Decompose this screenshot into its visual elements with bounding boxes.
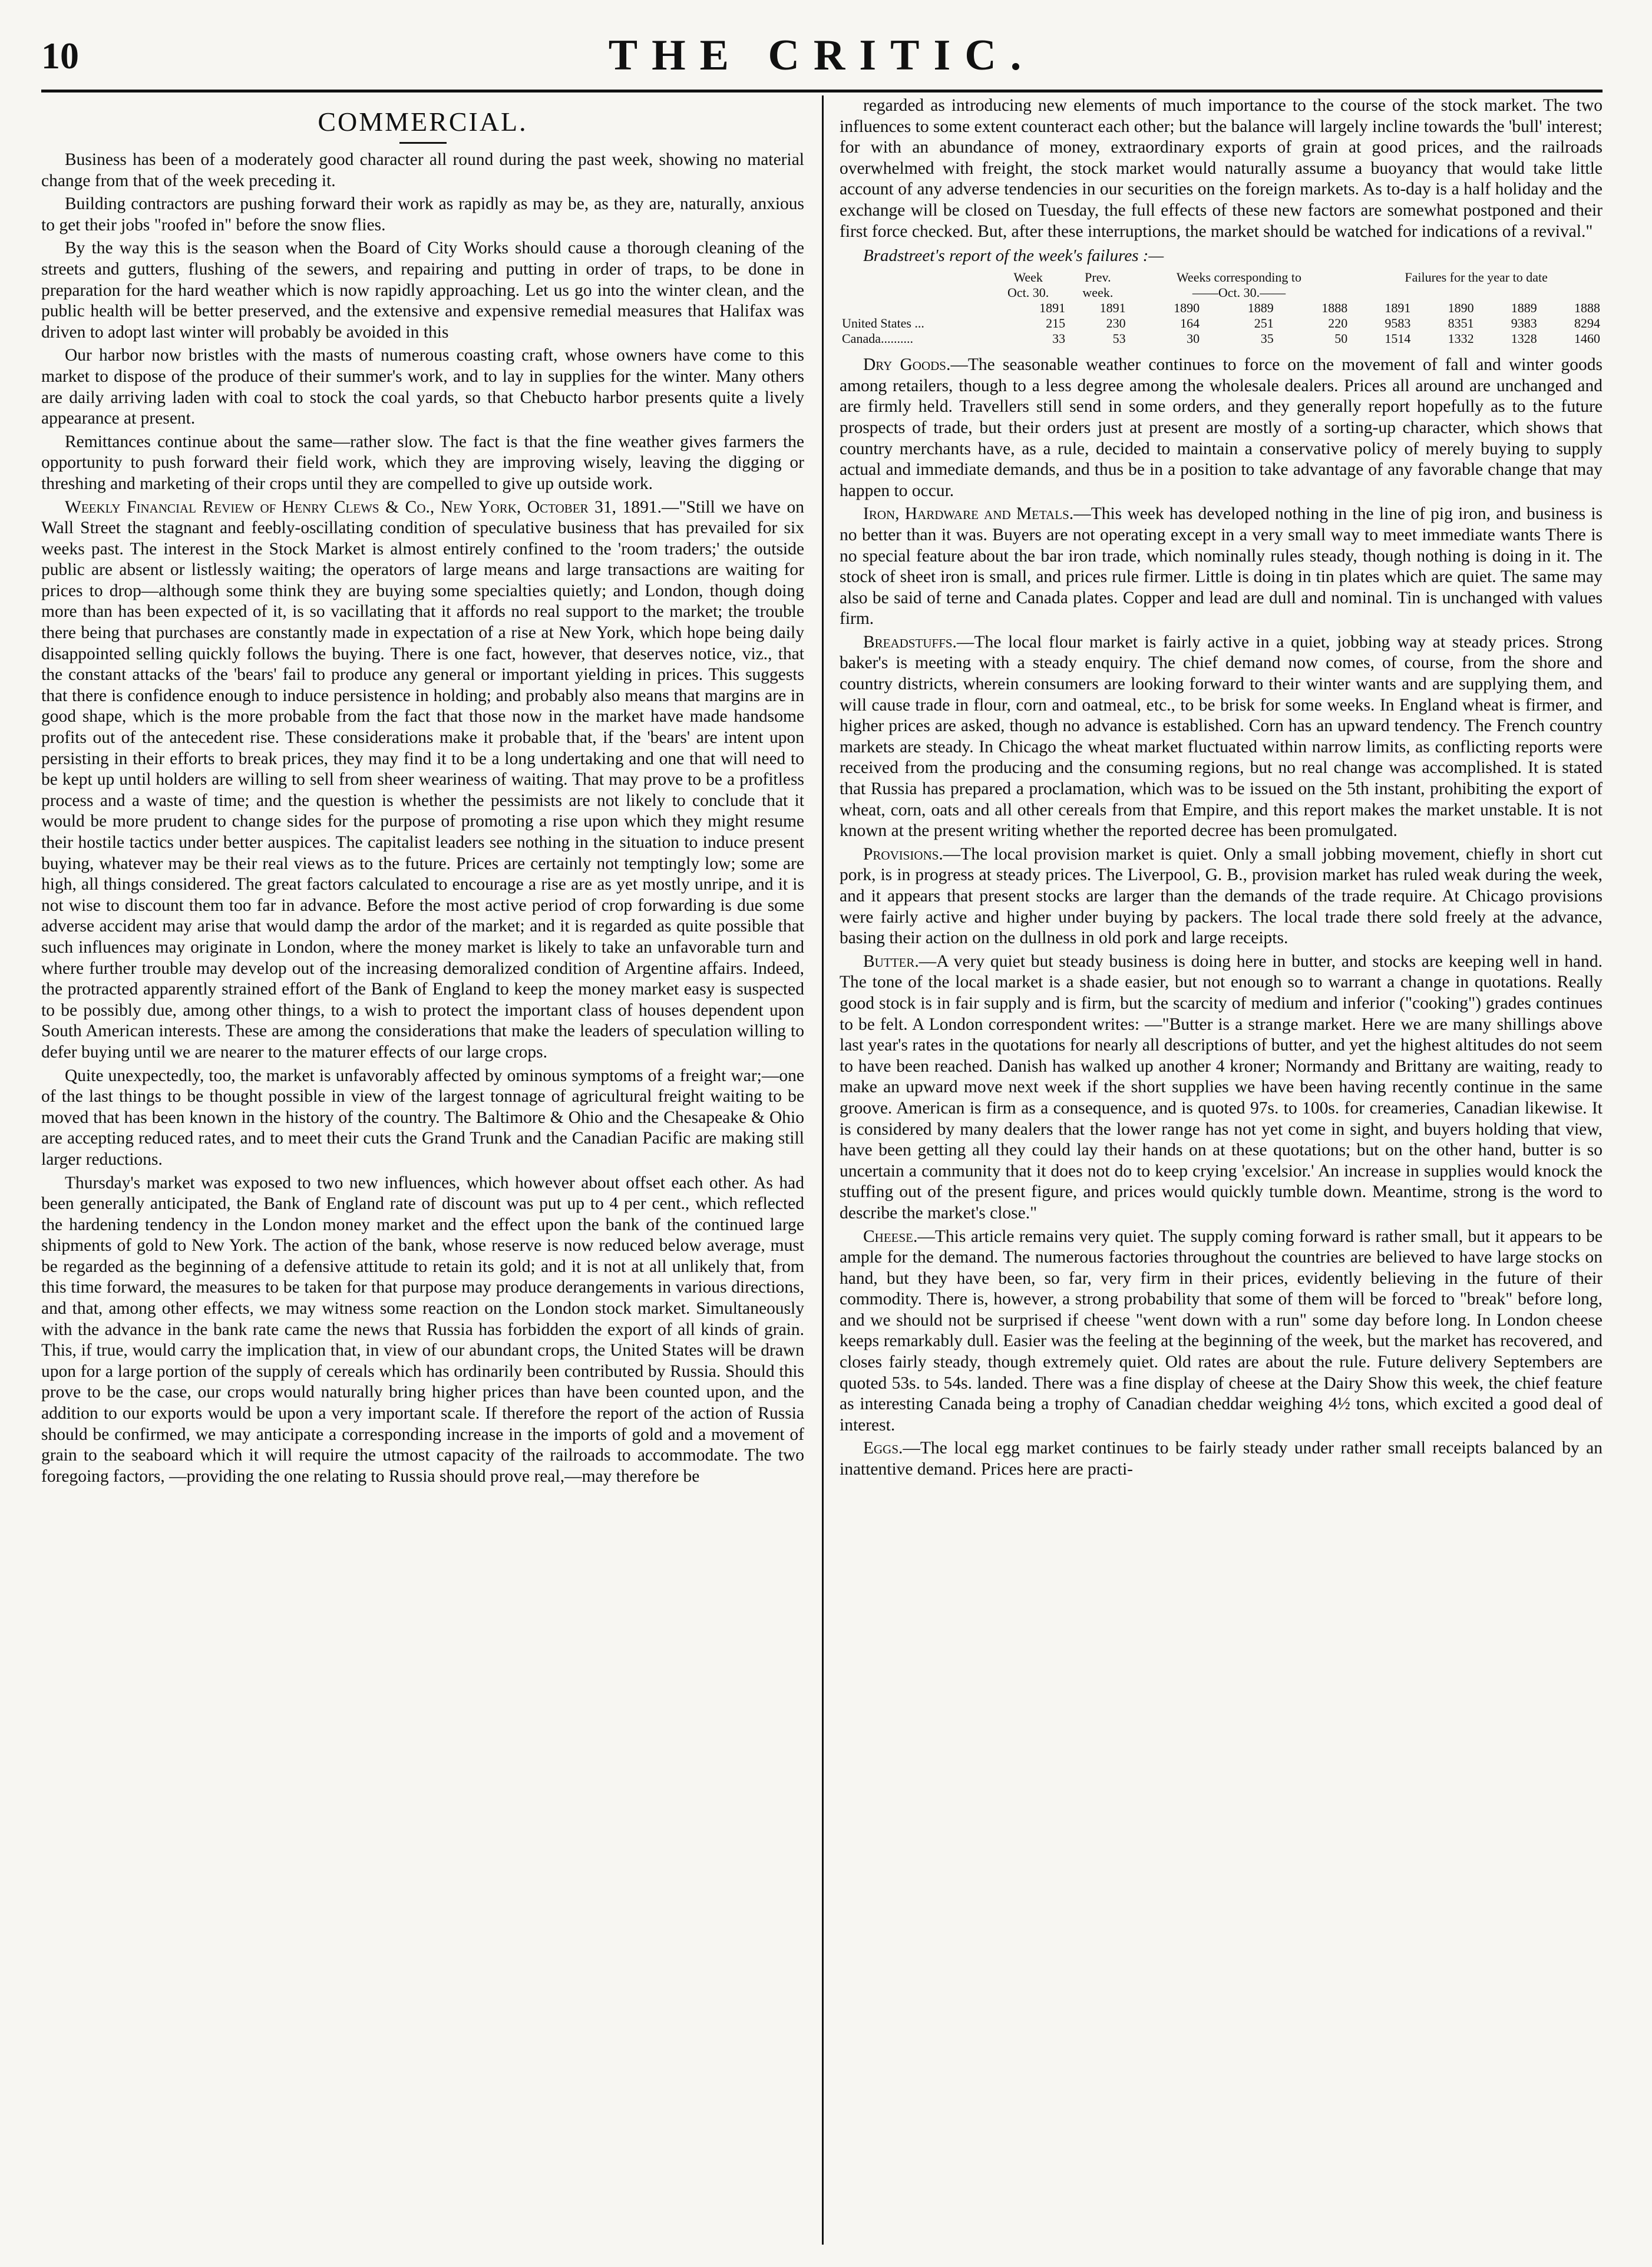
- paragraph-text: This week has developed nothing in the line of pig iron, and business is no better than it was. Buyers are not operating except in a very small way to meet immediate wants There is no special feature about the bar iron trade, which nominally rules steady, though nothing is doing in it. The stock of sheet iron is small, and prices rule firmer. Little is doing in tin plates which are quiet. The same may also be said of terne and Canada plates. Copper and lead are dull and nominal. Tin is unchanged with values firm.: [840, 504, 1603, 629]
- paragraph-text: Business has been of a moderately good character all round during the past week, showing no material change from that of the week preceding it.: [41, 150, 804, 190]
- table-cell: 9383: [1511, 316, 1537, 331]
- continued-paragraph: regarded as introducing new elements of much importance to the course of the stock market. The two influences to some extent counteract each other; but the balance will largely incline towards the 'bull' interest; for with an abundance of money, extraordinary exports of grain at good prices, and the railroads overwhelmed with freight, the stock market would naturally assume a buoyancy that would take little account of any adverse tendencies in our securities on the foreign markets. As to-day is a half holiday and the exchange will be closed on Tuesday, the full effects of these new factors are somewhat postponed and their first force checked. But, after these interruptions, the market should be watched for indications of a revival.": [840, 96, 1603, 241]
- table-cell: 1514: [1385, 331, 1411, 346]
- header-week: Week: [1013, 270, 1043, 285]
- table-sub-header: [840, 285, 1603, 300]
- page-number: 10: [41, 35, 79, 77]
- table-group-header: [840, 270, 1603, 285]
- paragraph-text: Quite unexpectedly, too, the market is unfavorably affected by ominous symptoms of a freight war;—one of the last things to be thought possible in view of the largest tonnage of agricultural freight waiting to be moved that has been known in the history of the country. The Baltimore & Ohio and the Chesapeake & Ohio are accepting reduced rates, and to meet their cuts the Grand Trunk and the Canadian Pacific are making still larger reductions.: [41, 1066, 804, 1169]
- paragraph-text: The local flour market is fairly active in a quiet, jobbing way at steady prices. Strong baker's is meeting with a steady enquiry. The chief demand now comes, of course, from the shore and country districts, wherein consumers are looking forward to their winter wants and are supplying them, and will cause trade in flour, corn and oatmeal, etc., to be brisk for some weeks. In England wheat is firmer, and higher prices are asked, though no advance is established. Corn has an upward tendency. The French country markets are steady. In Chicago the wheat market fluctuated within narrow limits, as conflicting reports were received from the producing and the consuming regions, but no real change was accomplished. It is stated that Russia has prepared a proclamation, which was to be issued on the 5th instant, prohibiting the export of wheat, corn, oats and all other cereals from that Empire, and this report makes the market unstable. It is not known at the present writing whether the reported decree has been promulgated.: [840, 632, 1603, 841]
- year-header-cell: 1889: [1247, 300, 1274, 316]
- newspaper-page: [41, 24, 1603, 2245]
- year-header-cell: 1891: [1099, 300, 1126, 316]
- masthead-title: THE CRITIC.: [608, 31, 1036, 80]
- paragraph-text: This article remains very quiet. The supply coming forward is rather small, but it appears to be ample for the demand. The numerous factories throughout the countries are believed to have large stocks on hand, but they have been, so far, very firm in their prices, evidently believing in the future of their commodity. There is, however, a strong probability that some of them will be forced to "break" before long, and we should not be surprised if cheese "went down with a run" some day before long. In London cheese keeps remarkably dull. Easier was the feeling at the beginning of the week, but the market has recovered, and closes fairly steady, though extremely quiet. Old rates are about the rule. Future delivery Septembers are quoted 53s. to 54s. landed. There was a fine display of cheese at the Dairy Show this week, the chief feature as interesting Canada being a trophy of Canadian cheddar weighing 4½ tons, which excited a good deal of interest.: [840, 1227, 1603, 1435]
- header-prev: Prev.: [1085, 270, 1111, 285]
- market-report-paragraph: [840, 1438, 1603, 1480]
- columns: [41, 95, 1603, 2245]
- article-paragraph: [41, 150, 804, 191]
- table-cell: 53: [1112, 331, 1126, 346]
- paragraph-text: A very quiet but steady business is doing here in butter, and stocks are keeping well in hand. The tone of the local market is a shade easier, but not enough so to warrant a change in quotations. Really good stock is in fair supply and is firm, but the scarcity of medium and inferior ("cooking") grades continues to be felt. A London correspondent writes: —"Butter is a strange market. Here we are many shillings above last year's rates in the quotations for nearly all descriptions of butter, and yet the highest altitudes do not seem to have been reached. Danish has walked up another 4 kroner; Normandy and Brittany are waiting, ready to make an upward move next week if the short supplies we have been having recently continue in the same groove. American is firm as a consequence, and is quoted 97s. to 100s. for creameries, Canadian likewise. It is considered by many dealers that the lower range has not yet come in sight, and buyers holding that view, have been getting all they could lay their hands on at these quotations; but on the other hand, butter is so uncertain a community that it does not do to keep crying 'excelsior.' An increase in supplies would knock the stuffing out of the present figure, and prices would quickly tumble down. Meantime, strong is the word to describe the market's close.": [840, 951, 1603, 1222]
- market-report-paragraph: [840, 632, 1603, 842]
- paragraph-text: Building contractors are pushing forward their work as rapidly as may be, as they are, naturally, anxious to get their jobs "roofed in" before the snow flies.: [41, 194, 804, 234]
- year-header-cell: 1891: [1039, 300, 1066, 316]
- row-label: United States ...: [842, 316, 924, 331]
- table-row: [840, 316, 1603, 331]
- year-header-cell: 1888: [1574, 300, 1600, 316]
- table-caption: Bradstreet's report of the week's failures :—: [863, 246, 1164, 266]
- market-report-paragraph: [840, 1227, 1603, 1436]
- table-cell: 1460: [1574, 331, 1600, 346]
- table-cell: 1328: [1511, 331, 1537, 346]
- row-label: Canada..........: [842, 331, 913, 346]
- table-row: [840, 331, 1603, 346]
- article-paragraph: [41, 345, 804, 429]
- table-cell: 8294: [1574, 316, 1600, 331]
- market-report-paragraph: [840, 844, 1603, 949]
- year-header-cell: 1888: [1321, 300, 1348, 316]
- failures-table: [840, 270, 1603, 346]
- sub-oct30: Oct. 30.: [1007, 285, 1049, 300]
- paragraph-text: The local provision market is quiet. Only a small jobbing movement, chiefly in short cut pork, is in progress at steady prices. The Liverpool, G. B., provision market has ruled weak during the week, and it appears that present stocks are larger than the demands of the trade require. At Chicago provisions were fairly active and higher under buying by packers. The local trade there sold freely at the advance, basing their action on the dullness in old pork and large receipts.: [840, 844, 1603, 948]
- table-cell: 215: [1046, 316, 1066, 331]
- table-cell: 33: [1052, 331, 1066, 346]
- market-report-paragraph: [840, 504, 1603, 630]
- left-paragraphs: [41, 150, 804, 1487]
- table-cell: 9583: [1385, 316, 1411, 331]
- paragraph-text: By the way this is the season when the Board of City Works should cause a thorough cleaning of the streets and gutters, flushing of the sewers, and repairing and putting in order of traps, to be done in preparation for the hard weather which is now rapidly approaching. Let us go into the winter clean, and the public health will be better preserved, and the extensive and expensive remedial measures that Halifax was driven to adopt last winter will probably be avoided in this: [41, 239, 804, 342]
- table-cell: 35: [1260, 331, 1274, 346]
- table-cell: 220: [1328, 316, 1348, 331]
- paragraph-lead: Cheese.—: [863, 1227, 935, 1246]
- paragraph-lead: Butter.—: [863, 951, 937, 971]
- sub-oct30-range: ——Oct. 30.——: [1192, 285, 1286, 300]
- article-paragraph: [41, 194, 804, 236]
- year-header-cell: 1890: [1174, 300, 1200, 316]
- page-header: [41, 24, 1603, 92]
- section-rule: [399, 142, 447, 144]
- market-report-paragraph: [840, 951, 1603, 1224]
- paragraph-lead: Eggs.—: [863, 1439, 920, 1458]
- right-paragraphs: [840, 355, 1603, 1480]
- paragraph-text: "Still we have on Wall Street the stagnant and feebly-oscillating condition of speculative business that has prevailed for six weeks past. The interest in the Stock Market is almost entirely confined to the 'room traders;' the outside public are absent or listlessly waiting; the operators of large means and large transactions are waiting for prices to drop—although some think they are buying some specialties quietly; and London, though doing more than has been expected of it, is so vacillating that it affords no real support to the market; the trouble there being that purchases are constantly made in expectation of a rise at New York, which hope being daily disappointed selling quickly follows the buying. There is one fact, however, that deserves notice, viz., that the constant attacks of the 'bears' fail to produce any general or important yielding in prices. This suggests that there is confidence enough to induce persistence in holding; and probably also means that margins are in good shape, which is the more probable from the fact that those now in the market have made handsome profits out of the antecedent rise. These considerations make it probable that, if the 'bears' are intent upon persisting in their efforts to break prices, they may find it to be a long undertaking and one that will need to be kept up until holders are willing to sell from sheer weariness of waiting. That may prove to be a profitless process and a waste of time; and the question is whether the pessimists are not likely to conclude that it would be more prudent to change sides for the purpose of promoting a rise upon which they might resume their hostile tactics under better auspices. The capitalist leaders see nothing in the situation to induce present buying, whatever may be their real views as to the future. Prices are certainly not temptingly low; some are high, all things considered. The great factors calculated to encourage a rise are as yet mostly unripe, and it is not wise to discount them too far in advance. Before the most active period of crop forwarding is due some adverse accident may arise that would damp the ardor of the market; and it is regarded as quite possible that such influences may originate in London, where the money market is likely to take an unfavorable turn and where further trouble may develop out of the increasing demoralized condition of Argentine affairs. Indeed, the protracted apparently strained effort of the Bank of England to keep the money market easy is suspected to be possibly due, among other things, to a wish to protect the important class of houses dependent upon South American interests. These are among the considerations that make the leaders of speculation willing to defer buying until we are nearer to the maturer effects of our large crops.: [41, 497, 804, 1062]
- market-report-paragraph: [840, 355, 1603, 501]
- table-body: [840, 316, 1603, 346]
- paragraph-lead: Provisions.—: [863, 844, 961, 864]
- paragraph-text: Remittances continue about the same—rather slow. The fact is that the fine weather gives farmers the opportunity to push forward their field work, which they are improving wisely, leaving the digging or threshing and marketing of their crops until they are compelled to give up outside work.: [41, 432, 804, 493]
- table-cell: 251: [1254, 316, 1274, 331]
- table-cell: 164: [1180, 316, 1200, 331]
- paragraph-text: The seasonable weather continues to force on the movement of fall and winter goods among retailers, though to a less degree among the wholesale dealers. Prices all around are unchanged and are firmly held. Travellers still send in some orders, and they generally report hopefully as to the future prospects of trade, but their orders just at present are mostly of a sorting-up character, which shows that country merchants have, as a rule, decided to maintain a conservative policy of merely buying to supply actual and immediate demands, and thus be in a position to take advantage of any favorable change that may happen to occur.: [840, 355, 1603, 500]
- header-weeks-corresponding: Weeks corresponding to: [1176, 270, 1301, 285]
- article-paragraph: [41, 1173, 804, 1488]
- header-failures-year: Failures for the year to date: [1405, 270, 1548, 285]
- paragraph-lead: Iron, Hardware and Metals.—: [863, 504, 1091, 524]
- year-header-cell: 1889: [1511, 300, 1537, 316]
- paragraph-text: Our harbor now bristles with the masts of numerous coasting craft, whose owners have come to this market to dispose of the produce of their summer's work, and to lay in supplies for the winter. Many others are daily arriving laden with coal to stock the coal yards, so that Chebucto harbor presents quite a lively appearance at present.: [41, 346, 804, 428]
- article-paragraph: [41, 497, 804, 1063]
- article-paragraph: [41, 238, 804, 343]
- paragraph-lead: Dry Goods.—: [863, 355, 968, 375]
- paragraph-lead: Weekly Financial Review of Henry Clews & Co., New York, October 31, 1891.—: [65, 497, 679, 517]
- table-cell: 50: [1334, 331, 1348, 346]
- sub-week: week.: [1082, 285, 1114, 300]
- paragraph-text: The local egg market continues to be fairly steady under rather small receipts balanced by an inattentive demand. Prices here are practi-: [840, 1439, 1603, 1479]
- year-header-cell: 1891: [1385, 300, 1411, 316]
- table-cell: 1332: [1448, 331, 1474, 346]
- table-year-header: [840, 300, 1603, 316]
- article-paragraph: [41, 1066, 804, 1171]
- table-cell: 30: [1187, 331, 1200, 346]
- right-column: [840, 95, 1603, 2245]
- article-paragraph: [41, 432, 804, 495]
- paragraph-text: Thursday's market was exposed to two new influences, which however about offset each other. As had been generally anticipated, the Bank of England rate of discount was put up to 4 per cent., which reflected the hardening tendency in the London money market and the effect upon the bank of the continued large shipments of gold to New York. The action of the bank, whose reserve is now reduced below average, must be regarded as the beginning of a defensive attitude to retain its gold; and it is not at all unlikely that, from this time forward, the measures to be taken for that purpose may produce derangements in various directions, and that, among other effects, we may witness some reaction on the London stock market. Simultaneously with the advance in the bank rate came the news that Russia has forbidden the export of all kinds of grain. This, if true, would carry the implication that, in view of our abundant crops, the United States will be drawn upon for a large portion of the supply of cereals which has ordinarily been contributed by Russia. Should this prove to be the case, our crops would naturally bring higher prices than have been counted upon, and the addition to our exports would be upon a very important scale. If therefore the report of the action of Russia should be confirmed, we may anticipate a corresponding increase in the imports of gold and a movement of grain to the seaboard which it will require the utmost capacity of the railroads to accommodate. The two foregoing factors, —providing the one relating to Russia should prove real,—may therefore be: [41, 1173, 804, 1486]
- left-column: [41, 95, 804, 2245]
- paragraph-lead: Breadstuffs.—: [863, 632, 974, 652]
- table-cell: 8351: [1448, 316, 1474, 331]
- column-divider: [822, 95, 824, 2245]
- year-header-cell: 1890: [1448, 300, 1474, 316]
- section-title: COMMERCIAL.: [318, 107, 528, 137]
- table-cell: 230: [1106, 316, 1126, 331]
